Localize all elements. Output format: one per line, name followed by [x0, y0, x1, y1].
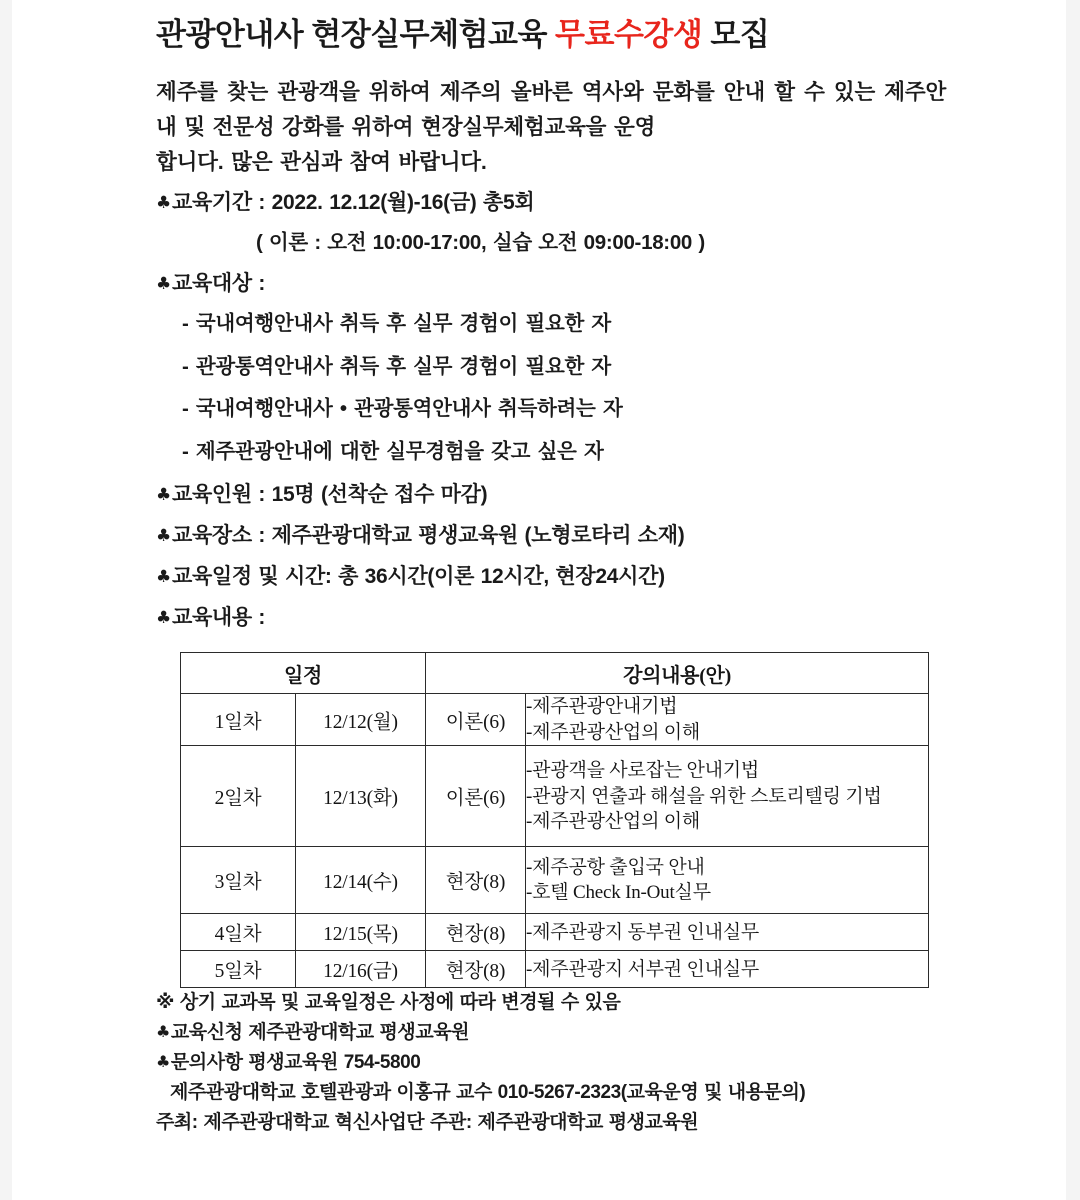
title-accent: 무료수강생 [555, 17, 703, 52]
education-period-text: 교육기간 : 2022. 12.12(월)-16(금) 총5회 [171, 190, 535, 214]
education-capacity-text: 교육인원 : 15명 (선착순 접수 마감) [171, 483, 488, 507]
cell-content [526, 746, 929, 847]
page-title [156, 0, 946, 53]
bullet-education-content [156, 607, 946, 628]
cell-content [526, 847, 929, 914]
cell-type: 현장(8) [426, 914, 526, 951]
list-item: - 국내여행안내사 취득 후 실무 경험이 필요한 자 [182, 312, 611, 336]
cell-content [526, 951, 929, 988]
content-line: -관광객을 사로잡는 안내기법 [526, 760, 760, 782]
list-item: - 국내여행안내사 • 관광통역안내사 취득하려는 자 [182, 397, 623, 421]
education-period-note: ( 이론 : 오전 10:00-17:00, 실습 오전 09:00-18:00 ) [256, 230, 705, 254]
cell-type: 현장(8) [426, 847, 526, 914]
list-item: - 관광통역안내사 취득 후 실무 경험이 필요한 자 [182, 354, 611, 378]
cell-day: 4일차 [181, 914, 296, 951]
cell-day: 5일차 [181, 951, 296, 988]
cell-type: 현장(8) [426, 951, 526, 988]
content-line: -제주공항 출입국 안내 [526, 856, 705, 878]
intro-paragraph [156, 53, 946, 179]
document-page [12, 0, 1066, 1200]
cell-type: 이론(6) [426, 694, 526, 746]
cell-date: 12/13(화) [296, 746, 426, 847]
content-line: -호텔 Check In-Out실무 [526, 882, 711, 904]
cell-date: 12/16(금) [296, 951, 426, 988]
schedule-table-container [156, 648, 946, 988]
table-row [181, 746, 929, 847]
title-suffix: 모집 [710, 17, 770, 52]
document-content [156, 0, 946, 1132]
cell-date: 12/15(목) [296, 914, 426, 951]
intro-line-3: 합니다. 많은 관심과 참여 바랍니다. [156, 149, 487, 174]
bullet-education-venue [156, 525, 946, 546]
education-venue-text: 교육장소 : 제주관광대학교 평생교육원 (노형로타리 소재) [171, 524, 685, 548]
table-row [181, 951, 929, 988]
title-prefix: 관광안내사 현장실무체험교육 [156, 17, 547, 52]
cell-content [526, 914, 929, 951]
footer-inquiry [156, 1053, 946, 1072]
table-row [181, 914, 929, 951]
club-icon: ♣ [156, 192, 171, 213]
club-icon: ♣ [156, 608, 171, 629]
footer-apply-text: 교육신청 제주관광대학교 평생교육원 [170, 1022, 470, 1044]
content-line: -관광지 연출과 해설을 위한 스토리텔링 기법 [526, 785, 882, 807]
education-target-text: 교육대상 : [171, 272, 266, 296]
intro-line-1: 제주를 찾는 관광객을 위하여 제주의 올바른 역사와 문화를 안내 할 [156, 80, 795, 105]
club-icon: ♣ [156, 567, 171, 588]
bullet-section [156, 180, 946, 629]
column-header-schedule: 일정 [181, 653, 426, 694]
cell-day: 2일차 [181, 746, 296, 847]
list-item: - 제주관광안내에 대한 실무경험을 갖고 싶은 자 [182, 439, 604, 463]
club-icon: ♣ [156, 1022, 170, 1042]
cell-type: 이론(6) [426, 746, 526, 847]
footer-professor-contact: 제주관광대학교 호텔관광과 이홍규 교수 010-5267-2323(교육운영 및 내용문의) [170, 1082, 806, 1104]
content-line: -제주관광산업의 이해 [526, 810, 701, 832]
footer-notes [156, 988, 946, 1132]
table-header-row [181, 653, 929, 694]
table-row [181, 694, 929, 746]
cell-day: 3일차 [181, 847, 296, 914]
cell-content [526, 694, 929, 746]
bullet-education-hours [156, 566, 946, 587]
content-line: -제주관광산업의 이해 [526, 721, 701, 743]
bullet-education-capacity [156, 484, 946, 505]
bullet-education-period [156, 192, 946, 213]
content-line: -제주관광지 동부권 인내실무 [526, 921, 760, 943]
bullet-education-target [156, 273, 946, 294]
club-icon: ♣ [156, 1052, 170, 1072]
column-header-content: 강의내용(안) [426, 653, 929, 694]
club-icon: ♣ [156, 526, 171, 547]
intro-line-2: 수 있는 제주안내 및 전문성 강화를 위하여 현장실무체험교육을 운영 [156, 80, 947, 140]
education-content-text: 교육내용 : [171, 606, 266, 630]
cell-day: 1일차 [181, 694, 296, 746]
table-row [181, 847, 929, 914]
club-icon: ♣ [156, 274, 171, 295]
footer-notice: ※ 상기 교과목 및 교육일정은 사정에 따라 변경될 수 있음 [156, 992, 621, 1014]
content-line: -제주관광지 서부권 인내실무 [526, 958, 760, 980]
schedule-table [180, 652, 929, 988]
content-line: -제주관광안내기법 [526, 696, 678, 718]
cell-date: 12/12(월) [296, 694, 426, 746]
footer-organizers: 주최: 제주관광대학교 혁신사업단 주관: 제주관광대학교 평생교육원 [156, 1112, 699, 1134]
cell-date: 12/14(수) [296, 847, 426, 914]
footer-inquiry-text: 문의사항 평생교육원 754-5800 [170, 1052, 421, 1074]
club-icon: ♣ [156, 485, 171, 506]
footer-apply [156, 1023, 946, 1042]
education-hours-text: 교육일정 및 시간: 총 36시간(이론 12시간, 현장24시간) [171, 565, 665, 589]
